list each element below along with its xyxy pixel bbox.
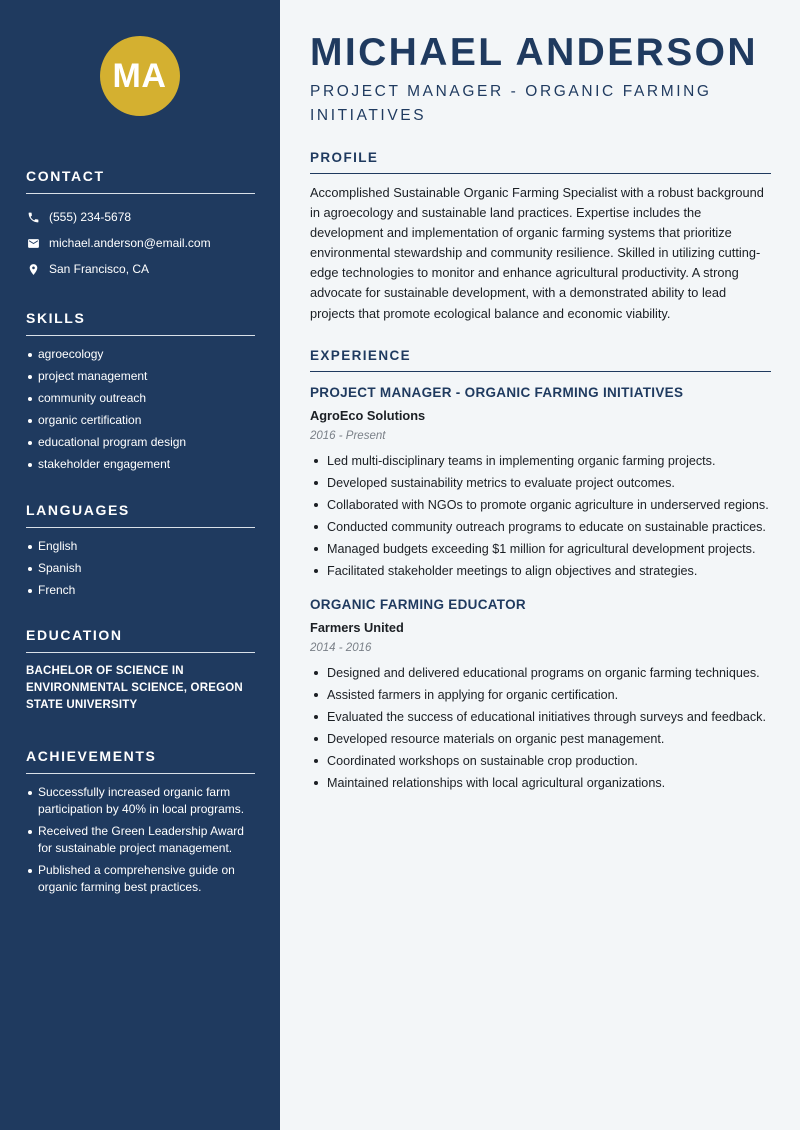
job-entry [310,596,771,792]
avatar: MA [100,36,180,116]
language-item: Spanish [26,560,255,577]
skill-item: educational program design [26,434,255,451]
profile-section [310,150,771,324]
avatar-wrap [26,0,255,116]
email-text: michael.anderson@email.com [49,236,211,250]
job-bullet: Assisted farmers in applying for organic certification. [310,686,771,704]
job-title: PROJECT MANAGER - ORGANIC FARMING INITIATIVES [310,384,684,400]
achievements-list [26,784,255,896]
contact-email [26,230,255,256]
skill-item: project management [26,368,255,385]
contact-phone [26,204,255,230]
phone-icon [26,210,40,224]
job-bullet: Coordinated workshops on sustainable crop production. [310,752,771,770]
job-bullet: Maintained relationships with local agricultural organizations. [310,774,771,792]
skills-heading: SKILLS [26,310,255,336]
achievements-section [26,748,255,896]
education-degree: BACHELOR OF SCIENCE IN ENVIRONMENTAL SCIENCE, OREGON STATE UNIVERSITY [26,665,243,711]
job-bullets [310,664,771,792]
language-item: English [26,538,255,555]
job-bullets [310,452,771,580]
achievement-item: Successfully increased organic farm participation by 40% in local programs. [26,784,255,818]
job-bullet: Developed resource materials on organic pest management. [310,730,771,748]
achievement-item: Received the Green Leadership Award for sustainable project management. [26,823,255,857]
experience-section [310,348,771,792]
languages-heading: LANGUAGES [26,502,255,528]
job-entry [310,384,771,580]
phone-text: (555) 234-5678 [49,210,132,224]
education-heading: EDUCATION [26,627,255,653]
profile-heading: PROFILE [310,150,771,174]
achievements-heading: ACHIEVEMENTS [26,748,255,774]
job-bullet: Facilitated stakeholder meetings to align objectives and strategies. [310,562,771,580]
location-text: San Francisco, CA [49,262,150,276]
achievement-item: Published a comprehensive guide on organic farming best practices. [26,862,255,896]
job-company: AgroEco Solutions [310,407,426,423]
job-bullet: Led multi-disciplinary teams in implementing organic farming projects. [310,452,771,470]
skills-list [26,346,255,473]
main-content [280,0,800,1130]
candidate-title: PROJECT MANAGER - ORGANIC FARMING INITIATIVES [310,83,712,124]
languages-list [26,538,255,599]
skill-item: organic certification [26,412,255,429]
job-dates: 2014 - 2016 [310,641,372,654]
skills-section [26,310,255,473]
skill-item: agroecology [26,346,255,363]
profile-text: Accomplished Sustainable Organic Farming Specialist with a robust background in agroecology and sustainable land practices. Expertise includes the development and implementation of organic farming systems that prioritize environmental stewardship and community resilience. Skilled in utilizing cutting-edge technologies to monitor and enhance agricultural productivity. A strong advocate for sustainable development, with a demonstrated ability to lead projects that promote ecological balance and economic viability. [310,185,764,321]
skill-item: community outreach [26,390,255,407]
job-bullet: Designed and delivered educational programs on organic farming techniques. [310,664,771,682]
job-bullet: Conducted community outreach programs to educate on sustainable practices. [310,518,771,536]
job-bullet: Collaborated with NGOs to promote organic agriculture in underserved regions. [310,496,771,514]
job-bullet: Developed sustainability metrics to evaluate project outcomes. [310,474,771,492]
email-icon [26,236,40,250]
education-section [26,627,255,714]
location-pin-icon [26,262,40,276]
contact-heading: CONTACT [26,168,255,194]
candidate-name: MICHAEL ANDERSON [310,31,758,74]
contact-location [26,256,255,282]
job-bullet: Evaluated the success of educational initiatives through surveys and feedback. [310,708,771,726]
job-title: ORGANIC FARMING EDUCATOR [310,596,526,612]
contact-section [26,168,255,282]
job-dates: 2016 - Present [310,429,386,442]
job-bullet: Managed budgets exceeding $1 million for agricultural development projects. [310,540,771,558]
job-company: Farmers United [310,619,404,635]
sidebar [0,0,280,1130]
experience-heading: EXPERIENCE [310,348,771,372]
skill-item: stakeholder engagement [26,456,255,473]
language-item: French [26,582,255,599]
languages-section [26,502,255,599]
